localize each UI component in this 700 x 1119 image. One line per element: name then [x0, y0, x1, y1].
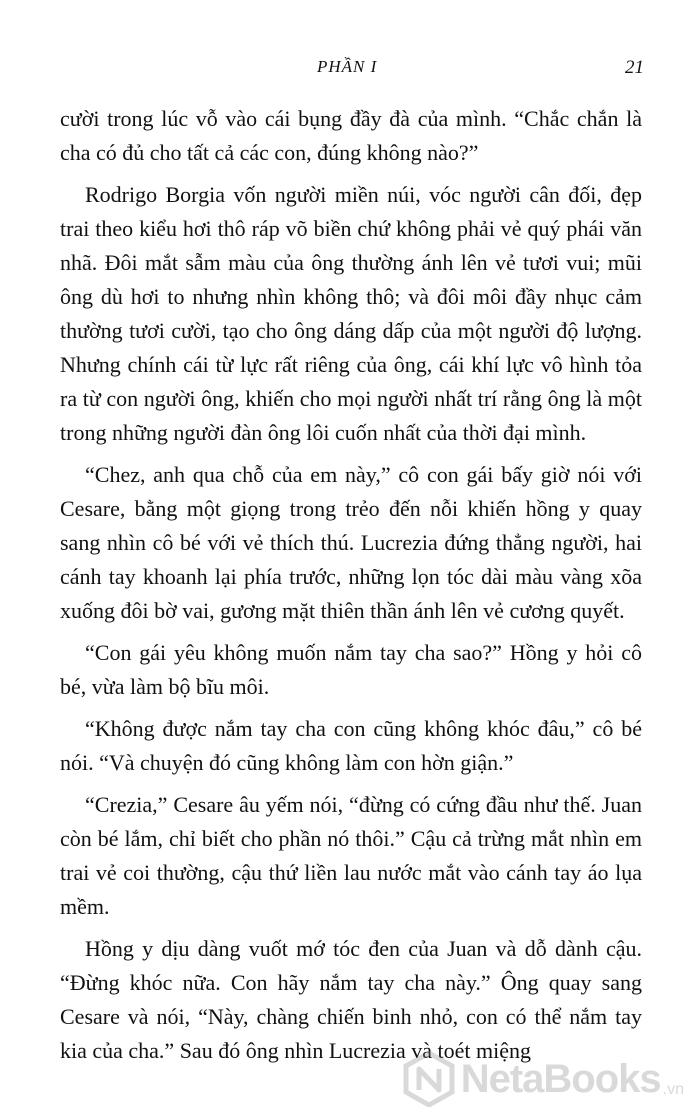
page-number: 21 — [625, 57, 644, 78]
watermark-brand: NetaBooks — [460, 1056, 661, 1101]
netabooks-watermark — [403, 1049, 684, 1109]
paragraph: cười trong lúc vỗ vào cái bụng đầy đà của mình. “Chắc chắn là cha có đủ cho tất cả các con, đúng không nào?” — [60, 106, 642, 165]
running-header — [0, 57, 700, 81]
paragraph: “Crezia,” Cesare âu yếm nói, “đừng có cứng đầu như thế. Juan còn bé lắm, chỉ biết cho phần nó thôi.” Cậu cả trừng mắt nhìn em trai vẻ coi thường, cậu thứ liền lau nước mắt vào cánh tay áo lụa mềm. — [60, 792, 642, 919]
netabooks-logo-icon — [403, 1051, 455, 1107]
paragraph: Rodrigo Borgia vốn người miền núi, vóc người cân đối, đẹp trai theo kiểu hơi thô ráp võ biền chứ không phải vẻ quý phái văn nhã. Đôi mắt sẫm màu của ông thường ánh lên vẻ tươi vui; mũi ông dù hơi to nhưng nhìn không thô; và đôi môi đầy nhục cảm thường tươi cười, tạo cho ông dáng dấp của một người độ lượng. Nhưng chính cái từ lực rất riêng của ông, cái khí lực vô hình tỏa ra từ con người ông, khiến cho mọi người nhất trí rằng ông là một trong những người đàn ông lôi cuốn nhất của thời đại mình. — [60, 182, 642, 445]
section-title: PHẦN I — [317, 57, 378, 76]
watermark-suffix: .vn — [662, 1081, 684, 1098]
paragraph: “Con gái yêu không muốn nắm tay cha sao?” Hồng y hỏi cô bé, vừa làm bộ bĩu môi. — [60, 640, 642, 699]
paragraph: Hồng y dịu dàng vuốt mớ tóc đen của Juan và dỗ dành cậu. “Đừng khóc nữa. Con hãy nắm tay cha này.” Ông quay sang Cesare và nói, “Này, chàng chiến binh nhỏ, con có thể nắm tay kia của cha.” Sau đó ông nhìn Lucrezia và toét miệng — [60, 936, 642, 1063]
paragraph: “Chez, anh qua chỗ của em này,” cô con gái bấy giờ nói với Cesare, bằng một giọng trong trẻo đến nỗi khiến hồng y quay sang nhìn cô bé với vẻ thích thú. Lucrezia đứng thẳng người, hai cánh tay khoanh lại phía trước, những lọn tóc dài màu vàng xõa xuống đôi bờ vai, gương mặt thiên thần ánh lên vẻ cương quyết. — [60, 462, 642, 623]
body-text — [60, 102, 642, 1076]
paragraph: “Không được nắm tay cha con cũng không khóc đâu,” cô bé nói. “Và chuyện đó cũng không làm con hờn giận.” — [60, 716, 642, 775]
